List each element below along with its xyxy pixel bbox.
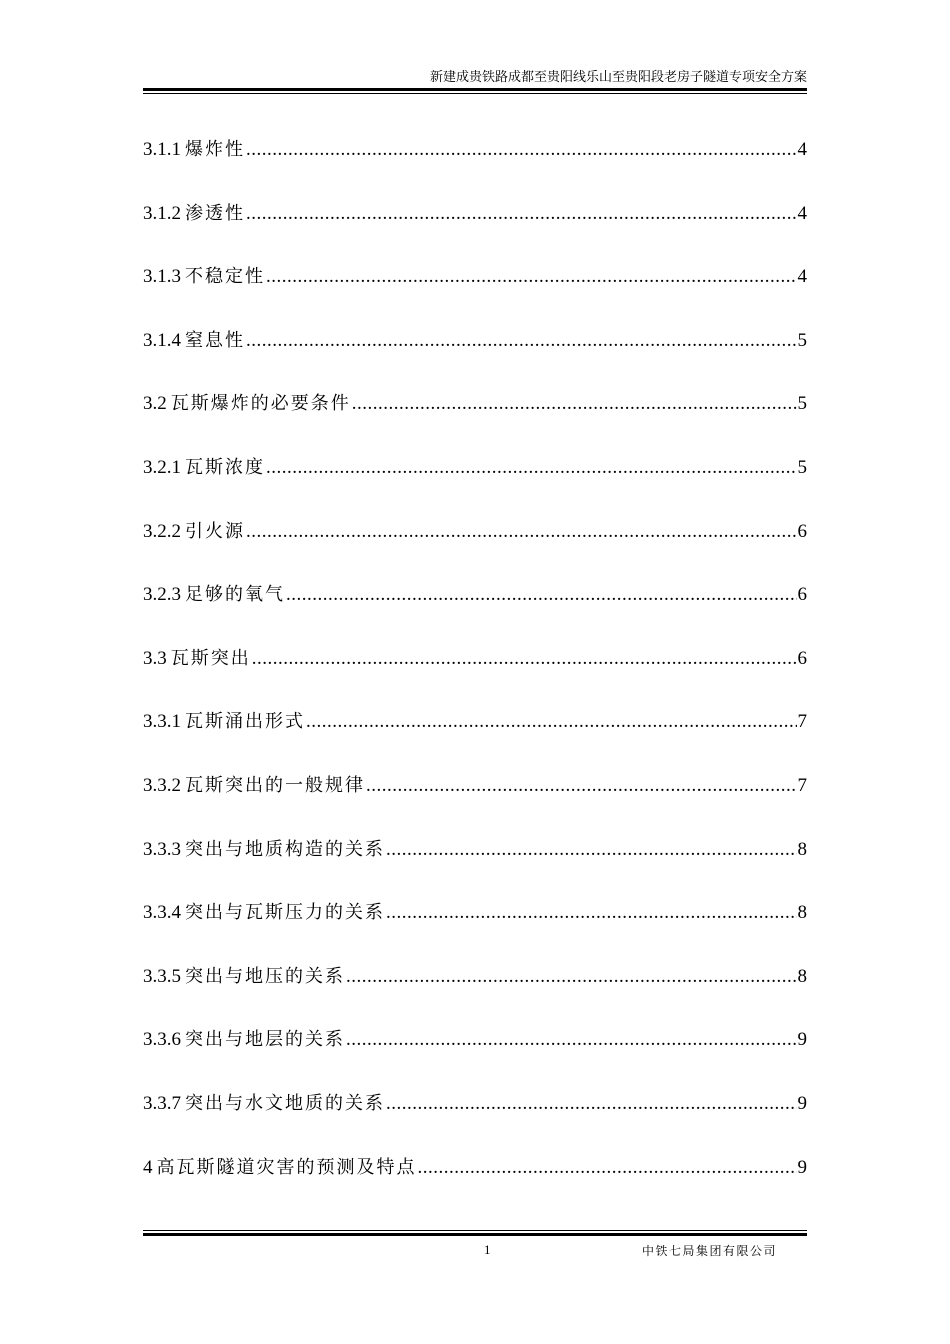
toc-entry[interactable] [143,517,807,581]
header-rule [143,88,807,91]
toc-entry[interactable] [143,707,807,771]
toc-entry-number: 3.3.4 [143,902,181,924]
toc-entry-number: 3.3.3 [143,838,181,860]
toc-dot-leader [246,199,797,229]
toc-entry-page: 8 [797,838,807,860]
toc-dot-leader [246,326,797,356]
toc-entry-title: 瓦斯突出的一般规律 [185,774,365,796]
toc-entry-number: 3.1.4 [143,329,181,351]
toc-entry-page: 4 [797,202,807,224]
toc-entry-page: 6 [797,520,807,542]
toc-entry-title: 瓦斯突出 [170,647,251,669]
toc-entry[interactable] [143,389,807,453]
toc-entry-number: 4 [143,1156,153,1178]
toc-dot-leader [306,707,797,737]
toc-dot-leader [346,962,797,992]
toc-entry-title: 突出与地层的关系 [185,1029,345,1051]
toc-dot-leader [266,453,797,483]
toc-dot-leader [252,644,797,674]
toc-entry-page: 7 [797,774,807,796]
toc-entry-page: 4 [797,266,807,288]
toc-dot-leader [366,771,797,801]
toc-entry-page: 6 [797,584,807,606]
toc-entry-number: 3.1.2 [143,202,181,224]
toc-entry-title: 窒息性 [185,329,245,351]
toc-entry-title: 高瓦斯隧道灾害的预测及特点 [156,1156,417,1178]
toc-entry-page: 6 [797,647,807,669]
toc-entry-number: 3.2 [143,393,167,415]
toc-dot-leader [246,135,797,165]
toc-entry[interactable] [143,1089,807,1153]
toc-entry-title: 足够的氧气 [185,584,285,606]
toc-entry[interactable] [143,898,807,962]
toc-entry-number: 3.1.3 [143,266,181,288]
toc-entry-title: 引火源 [185,520,245,542]
toc-entry[interactable] [143,962,807,1026]
toc-entry-title: 瓦斯涌出形式 [185,711,305,733]
toc-entry-page: 8 [797,902,807,924]
footer-rule [143,1230,807,1231]
toc-dot-leader [286,580,797,610]
toc-entry-page: 9 [797,1156,807,1178]
table-of-contents [143,135,807,1216]
toc-entry-number: 3.2.2 [143,520,181,542]
toc-entry-title: 突出与地质构造的关系 [185,838,385,860]
toc-dot-leader [386,835,797,865]
toc-entry-title: 瓦斯浓度 [185,456,265,478]
toc-entry-page: 7 [797,711,807,733]
toc-entry-page: 5 [797,456,807,478]
toc-dot-leader [266,262,797,292]
toc-entry-page: 4 [797,139,807,160]
toc-entry-number: 3.3 [143,647,167,669]
toc-entry-page: 8 [797,965,807,987]
toc-entry-title: 爆炸性 [185,139,245,160]
toc-entry-title: 突出与地压的关系 [185,965,345,987]
toc-entry-page: 9 [797,1029,807,1051]
toc-entry[interactable] [143,453,807,517]
toc-dot-leader [246,517,797,547]
toc-entry[interactable] [143,835,807,899]
toc-entry-number: 3.3.6 [143,1029,181,1051]
toc-entry-title: 渗透性 [185,202,245,224]
toc-entry[interactable] [143,135,807,199]
toc-entry[interactable] [143,1025,807,1089]
toc-entry-title: 突出与水文地质的关系 [185,1092,385,1114]
footer-company-name: 中铁七局集团有限公司 [641,1244,777,1258]
footer-page-number: 1 [484,1242,491,1257]
footer-rule-thick [143,1233,807,1236]
toc-entry-title: 突出与瓦斯压力的关系 [185,902,385,924]
toc-entry[interactable] [143,580,807,644]
toc-entry[interactable] [143,326,807,390]
toc-dot-leader [418,1153,797,1183]
toc-entry-page: 5 [797,329,807,351]
toc-dot-leader [352,389,797,419]
toc-entry-number: 3.3.1 [143,711,181,733]
toc-entry-number: 3.3.7 [143,1092,181,1114]
toc-dot-leader [386,1089,797,1119]
toc-entry-number: 3.2.3 [143,584,181,606]
toc-entry[interactable] [143,1153,807,1217]
toc-entry-number: 3.1.1 [143,139,181,160]
toc-entry-page: 9 [797,1092,807,1114]
toc-entry-title: 不稳定性 [185,266,265,288]
toc-entry[interactable] [143,199,807,263]
toc-entry[interactable] [143,771,807,835]
toc-dot-leader [346,1025,797,1055]
toc-entry-number: 3.2.1 [143,456,181,478]
toc-dot-leader [386,898,797,928]
toc-entry-page: 5 [797,393,807,415]
toc-entry-title: 瓦斯爆炸的必要条件 [170,393,351,415]
toc-entry[interactable] [143,644,807,708]
toc-entry[interactable] [143,262,807,326]
toc-entry-number: 3.3.2 [143,774,181,796]
header-rule-thin [143,93,807,94]
toc-entry-number: 3.3.5 [143,965,181,987]
header-title: 新建成贵铁路成都至贵阳线乐山至贵阳段老房子隧道专项安全方案 [429,69,807,84]
